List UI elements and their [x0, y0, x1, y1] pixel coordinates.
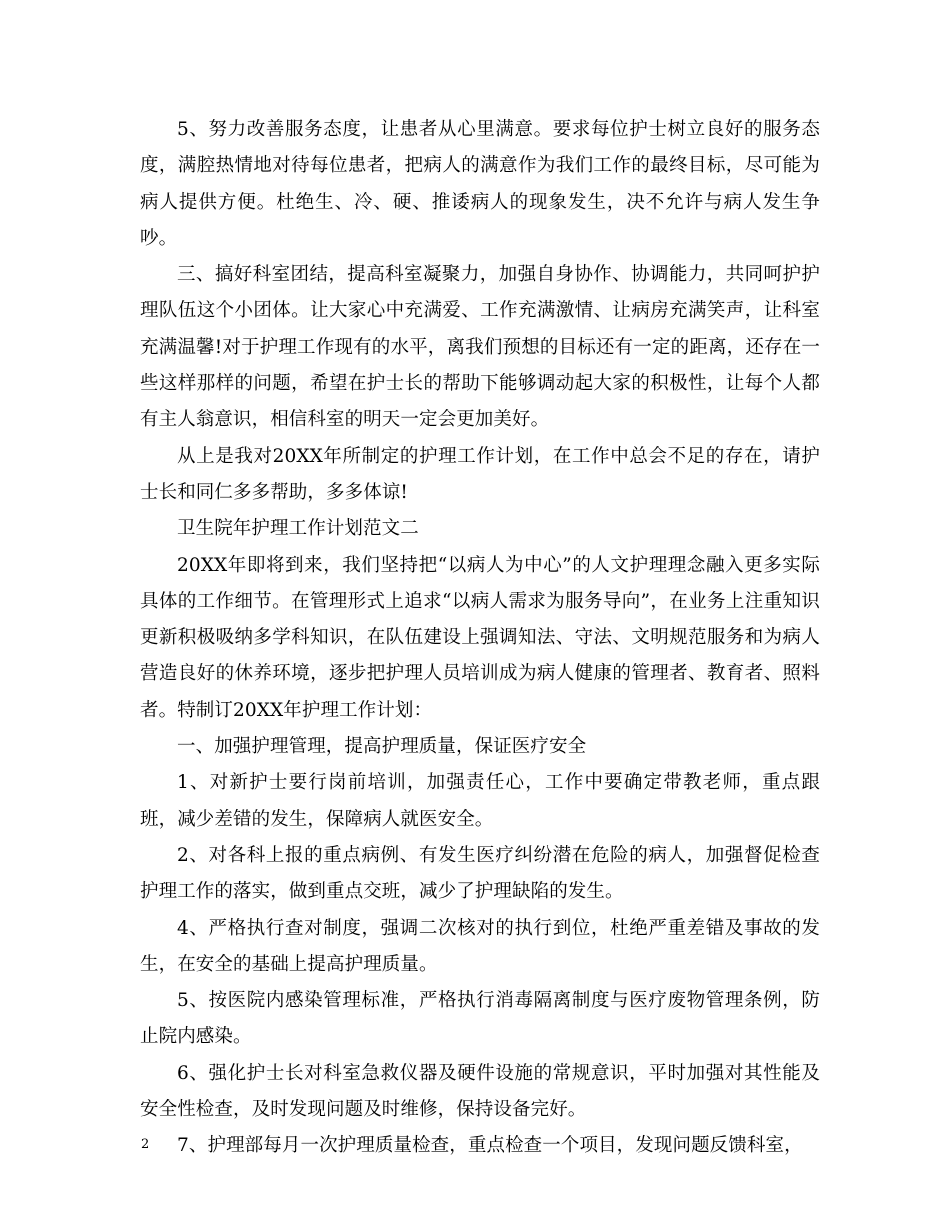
paragraph-service-attitude: 5、努力改善服务态度，让患者从心里满意。要求每位护士树立良好的服务态度，满腔热情地对待每位患者，把病人的满意作为我们工作的最终目标，尽可能为病人提供方便。杜绝生、冷、硬、推诿病人的现象发生，决不允许与病人发生争吵。 [140, 119, 820, 249]
list-item-7: 7、护理部每月一次护理质量检查，重点检查一个项目，发现问题反馈科室， [177, 1135, 803, 1157]
paragraph-team-unity: 三、搞好科室团结，提高科室凝聚力，加强自身协作、协调能力，共同呵护护理队伍这个小团体。让大家心中充满爱、工作充满激情、让病房充满笑声，让科室充满温馨!对于护理工作现有的水平，离我们预想的目标还有一定的距离，还存在一些这样那样的问题，希望在护士长的帮助下能够调动起大家的积极性，让每个人都有主人翁意识，相信科室的明天一定会更加美好。 [140, 264, 820, 431]
list-item-2: 2、对各科上报的重点病例、有发生医疗纠纷潜在危险的病人，加强督促检查护理工作的落实，做到重点交班，减少了护理缺陷的发生。 [140, 844, 820, 903]
list-item-1: 1、对新护士要行岗前培训，加强责任心，工作中要确定带教老师，重点跟班，减少差错的发生，保障病人就医安全。 [140, 772, 820, 830]
page-number: 2 [141, 1137, 150, 1152]
paragraph-intro: 20XX年即将到来，我们坚持把“以病人为中心”的人文护理理念融入更多实际具体的工作细节。在管理形式上追求“以病人需求为服务导向”，在业务上注重知识更新积极吸纳多学科知识，在队伍建设上强调知法、守法、文明规范服务和为病人营造良好的休养环境，逐步把护理人员培训成为病人健康的管理者、教育者、照料者。特制订20XX年护理工作计划： [140, 554, 820, 721]
paragraph-closing: 从上是我对20XX年所制定的护理工作计划，在工作中总会不足的存在，请护士长和同仁多多帮助，多多体谅! [140, 445, 820, 503]
list-item-5: 5、按医院内感染管理标准，严格执行消毒隔离制度与医疗废物管理条例，防止院内感染。 [140, 990, 820, 1048]
list-item-6: 6、强化护士长对科室急救仪器及硬件设施的常规意识，平时加强对其性能及安全性检查，及时发现问题及时维修，保持设备完好。 [140, 1062, 820, 1121]
section-subheading: 一、加强护理管理，提高护理质量，保证医疗安全 [177, 736, 587, 758]
list-item-4: 4、严格执行查对制度，强调二次核对的执行到位，杜绝严重差错及事故的发生，在安全的基础上提高护理质量。 [140, 917, 820, 975]
section-heading: 卫生院年护理工作计划范文二 [177, 518, 419, 540]
document-body [140, 112, 820, 1165]
